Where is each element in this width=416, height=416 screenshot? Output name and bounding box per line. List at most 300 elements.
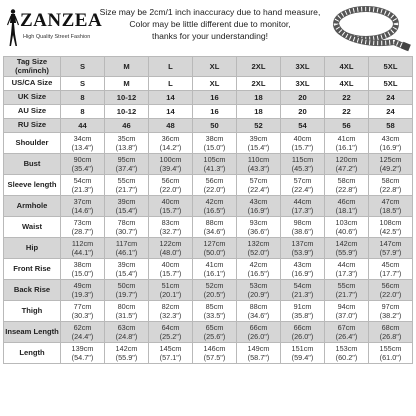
size-cell: 5XL [369,77,413,91]
measurement-cell [193,343,237,364]
measurement-cell [149,343,193,364]
row-label: Hip [4,238,61,259]
cm-value: 88cm [249,302,268,311]
size-cell: 24 [369,105,413,119]
measurement-cell [149,175,193,196]
size-cell: 3XL [281,57,325,77]
measurement-row [4,217,413,238]
measurement-cell [149,280,193,301]
cm-value: 149cm [247,344,270,353]
measurement-cell [105,175,149,196]
row-label: Sleeve length [4,175,61,196]
measurement-cell [193,238,237,259]
cm-value: 115cm [291,155,314,164]
inch-value: (22.8") [379,185,402,194]
cm-value: 55cm [117,176,136,185]
cm-value: 88cm [205,218,224,227]
cm-value: 85cm [205,302,224,311]
cm-value: 83cm [161,218,180,227]
measurement-cell [325,175,369,196]
cm-value: 62cm [73,323,92,332]
row-label: AU Size [4,105,61,119]
cm-value: 58cm [381,176,400,185]
inch-value: (42.5") [379,227,402,236]
inch-value: (16.1") [335,143,358,152]
notice-line: Size may be 2cm/1 inch inaccuracy due to hand measure, [99,7,321,17]
inch-value: (34.6") [203,227,226,236]
cm-value: 41cm [205,260,224,269]
inch-value: (40.6") [335,227,358,236]
cm-value: 142cm [335,239,358,248]
cm-value: 45cm [381,260,400,269]
inch-value: (19.7") [115,290,138,299]
measurement-cell [369,154,413,175]
inch-value: (45.3") [291,164,314,173]
size-notice [98,6,322,42]
cm-value: 90cm [73,155,92,164]
cm-value: 42cm [249,260,268,269]
measurement-cell [149,217,193,238]
inch-value: (26.0") [291,332,314,341]
measurement-cell [325,238,369,259]
measurement-cell [193,196,237,217]
measurement-cell [325,154,369,175]
inch-value: (22.0") [379,290,402,299]
inch-value: (16.5") [247,269,270,278]
measurement-cell [325,196,369,217]
inch-value: (43.3") [247,164,270,173]
cm-value: 95cm [117,155,136,164]
cm-value: 142cm [115,344,138,353]
cm-value: 35cm [117,134,136,143]
inch-value: (17.3") [335,269,358,278]
inch-value: (55.9") [335,248,358,257]
size-row [4,119,413,133]
inch-value: (22.8") [335,185,358,194]
cm-value: 64cm [161,323,180,332]
cm-value: 80cm [117,302,136,311]
measurement-cell [61,343,105,364]
notice-line: thanks for your understanding! [151,31,269,41]
brand-logo [6,6,102,50]
measurement-cell [149,196,193,217]
inch-value: (20.1") [159,290,182,299]
measurement-cell [369,175,413,196]
cm-value: 39cm [117,260,136,269]
size-row [4,77,413,91]
measurement-cell [325,343,369,364]
cm-value: 41cm [337,134,356,143]
inch-value: (21.7") [335,290,358,299]
inch-value: (15.0") [71,269,94,278]
inch-value: (30.7") [115,227,138,236]
cm-value: 51cm [161,281,180,290]
inch-value: (19.3") [71,290,94,299]
cm-value: 66cm [293,323,312,332]
measurement-cell [369,217,413,238]
size-cell: 22 [325,105,369,119]
measurement-cell [193,217,237,238]
cm-value: 56cm [381,281,400,290]
size-cell: 8 [61,91,105,105]
measuring-tape-icon [326,2,412,52]
cm-value: 66cm [249,323,268,332]
inch-value: (49.2") [379,164,402,173]
cm-value: 52cm [205,281,224,290]
measurement-cell [105,322,149,343]
inch-value: (16.9") [379,143,402,152]
cm-value: 117cm [115,239,138,248]
measurement-cell [105,154,149,175]
cm-value: 58cm [337,176,356,185]
size-cell: 52 [237,119,281,133]
cm-value: 36cm [161,134,180,143]
measurement-cell [369,259,413,280]
cm-value: 137cm [291,239,314,248]
measurement-cell [61,301,105,322]
cm-value: 82cm [161,302,180,311]
measurement-row [4,259,413,280]
cm-value: 46cm [337,197,356,206]
measurement-cell [325,259,369,280]
notice-line: Color may be little different due to monitor, [129,19,291,29]
size-cell: 18 [237,105,281,119]
measurement-cell [281,196,325,217]
inch-value: (30.3") [71,311,94,320]
size-cell: 58 [369,119,413,133]
inch-value: (39.4") [159,164,182,173]
cm-value: 65cm [205,323,224,332]
measurement-cell [237,238,281,259]
size-cell: 2XL [237,77,281,91]
measurement-row [4,196,413,217]
measurement-cell [237,175,281,196]
cm-value: 103cm [335,218,358,227]
inch-value: (31.5") [115,311,138,320]
cm-value: 67cm [337,323,356,332]
measurement-cell [237,301,281,322]
measurement-cell [281,301,325,322]
cm-value: 44cm [337,260,356,269]
inch-value: (28.7") [71,227,94,236]
inch-value: (59.4") [291,353,314,362]
row-label: UK Size [4,91,61,105]
header [0,0,416,54]
inch-value: (15.7") [159,206,182,215]
inch-value: (17.3") [291,206,314,215]
measurement-cell [325,133,369,154]
inch-value: (25.6") [203,332,226,341]
row-label: Waist [4,217,61,238]
size-cell: 4XL [325,57,369,77]
measurement-cell [61,217,105,238]
inch-value: (47.2") [335,164,358,173]
measurement-cell [281,238,325,259]
size-cell: 4XL [325,77,369,91]
inch-value: (15.4") [115,206,138,215]
cm-value: 44cm [293,197,312,206]
cm-value: 40cm [161,260,180,269]
measurement-cell [237,343,281,364]
inch-value: (14.6") [71,206,94,215]
cm-value: 55cm [337,281,356,290]
inch-value: (57.1") [159,353,182,362]
measurement-row [4,343,413,364]
inch-value: (16.9") [291,269,314,278]
row-label: Bust [4,154,61,175]
cm-value: 49cm [73,281,92,290]
measurement-cell [193,259,237,280]
inch-value: (18.5") [379,206,402,215]
size-cell: 24 [369,91,413,105]
cm-value: 34cm [73,134,92,143]
inch-value: (61.0") [379,353,402,362]
measurement-cell [369,280,413,301]
measurement-cell [105,343,149,364]
cm-value: 57cm [249,176,268,185]
cm-value: 127cm [203,239,226,248]
measurement-row [4,301,413,322]
measurement-cell [105,259,149,280]
measurement-cell [61,238,105,259]
inch-value: (35.8") [291,311,314,320]
cm-value: 43cm [381,134,400,143]
size-cell: 8 [61,105,105,119]
cm-value: 108cm [379,218,402,227]
measurement-cell [193,280,237,301]
cm-value: 105cm [203,155,226,164]
measurement-cell [61,322,105,343]
inch-value: (20.5") [203,290,226,299]
inch-value: (24.8") [115,332,138,341]
measurement-cell [369,301,413,322]
measurement-row [4,322,413,343]
cm-value: 39cm [249,134,268,143]
inch-value: (32.7") [159,227,182,236]
size-cell: 3XL [281,77,325,91]
cm-value: 91cm [293,302,312,311]
size-cell: 48 [149,119,193,133]
measurement-cell [281,133,325,154]
inch-value: (13.4") [71,143,94,152]
measurement-cell [281,343,325,364]
inch-value: (22.4") [247,185,270,194]
inch-value: (22.4") [291,185,314,194]
brand-tagline: High Quality Street Fashion [23,34,91,40]
cm-value: 125cm [379,155,402,164]
cm-value: 43cm [293,260,312,269]
cm-value: 77cm [73,302,92,311]
inch-value: (46.1") [115,248,138,257]
inch-value: (22.0") [203,185,226,194]
measurement-cell [149,301,193,322]
inch-value: (22.0") [159,185,182,194]
size-cell: L [149,77,193,91]
measurement-cell [193,154,237,175]
inch-value: (41.3") [203,164,226,173]
measurement-cell [281,259,325,280]
size-cell: 20 [281,105,325,119]
cm-value: 93cm [249,218,268,227]
measurement-cell [105,217,149,238]
measurement-cell [237,259,281,280]
cm-value: 53cm [249,281,268,290]
row-label: Thigh [4,301,61,322]
cm-value: 47cm [381,197,400,206]
inch-value: (17.7") [379,269,402,278]
row-label: Back Rise [4,280,61,301]
size-cell: M [105,77,149,91]
inch-value: (34.6") [247,311,270,320]
cm-value: 43cm [249,197,268,206]
measurement-row [4,154,413,175]
measurement-cell [281,217,325,238]
measurement-cell [149,238,193,259]
size-cell: 14 [149,91,193,105]
measurement-cell [281,322,325,343]
inch-value: (38.6") [291,227,314,236]
cm-value: 147cm [379,239,402,248]
cm-value: 39cm [117,197,136,206]
cm-value: 112cm [71,239,94,248]
inch-value: (16.9") [247,206,270,215]
row-label: Length [4,343,61,364]
size-cell: 16 [193,91,237,105]
measurement-cell [369,322,413,343]
inch-value: (55.9") [115,353,138,362]
inch-value: (38.2") [379,311,402,320]
size-row [4,91,413,105]
row-label: Shoulder [4,133,61,154]
inch-value: (35.4") [71,164,94,173]
row-label: US/CA Size [4,77,61,91]
cm-value: 120cm [335,155,358,164]
measurement-row [4,280,413,301]
cm-value: 110cm [247,155,270,164]
cm-value: 40cm [161,197,180,206]
cm-value: 68cm [381,323,400,332]
cm-value: 40cm [293,134,312,143]
measurement-cell [281,280,325,301]
measurement-cell [105,238,149,259]
size-row [4,57,413,77]
inch-value: (16.1") [203,269,226,278]
size-cell: S [61,77,105,91]
size-cell: 44 [61,119,105,133]
inch-value: (25.2") [159,332,182,341]
measurement-cell [105,280,149,301]
cm-value: 98cm [293,218,312,227]
size-cell: 5XL [369,57,413,77]
measurement-cell [61,175,105,196]
cm-value: 145cm [159,344,182,353]
measurement-cell [237,280,281,301]
measurement-cell [237,133,281,154]
size-cell: 16 [193,105,237,119]
cm-value: 146cm [203,344,226,353]
inch-value: (21.3") [71,185,94,194]
cm-value: 97cm [381,302,400,311]
measurement-cell [61,259,105,280]
inch-value: (26.4") [335,332,358,341]
cm-value: 132cm [247,239,270,248]
measurement-cell [325,322,369,343]
measurement-row [4,238,413,259]
measurement-cell [369,133,413,154]
cm-value: 139cm [71,344,94,353]
inch-value: (52.0") [247,248,270,257]
size-cell: S [61,57,105,77]
inch-value: (50.0") [203,248,226,257]
measurement-cell [149,154,193,175]
inch-value: (13.8") [115,143,138,152]
inch-value: (14.2") [159,143,182,152]
row-label: Inseam Length [4,322,61,343]
measurement-cell [369,196,413,217]
measurement-row [4,175,413,196]
inch-value: (54.7") [71,353,94,362]
cm-value: 54cm [73,176,92,185]
inch-value: (21.7") [115,185,138,194]
row-label: RU Size [4,119,61,133]
size-cell: 2XL [237,57,281,77]
measurement-cell [237,154,281,175]
size-cell: 18 [237,91,281,105]
cm-value: 78cm [117,218,136,227]
cm-value: 50cm [117,281,136,290]
measurement-row [4,133,413,154]
measurement-cell [325,301,369,322]
inch-value: (58.7") [247,353,270,362]
cm-value: 94cm [337,302,356,311]
measurement-cell [369,343,413,364]
cm-value: 63cm [117,323,136,332]
size-cell: 10-12 [105,105,149,119]
cm-value: 100cm [159,155,182,164]
row-label: Tag Size (cm/inch) [4,57,61,77]
size-cell: 10-12 [105,91,149,105]
inch-value: (26.8") [379,332,402,341]
inch-value: (32.3") [159,311,182,320]
measurement-cell [237,322,281,343]
measurement-cell [61,133,105,154]
size-cell: XL [193,77,237,91]
inch-value: (15.4") [115,269,138,278]
measurement-cell [281,154,325,175]
cm-value: 37cm [73,197,92,206]
cm-value: 54cm [293,281,312,290]
size-cell: 54 [281,119,325,133]
inch-value: (37.4") [115,164,138,173]
size-cell: L [149,57,193,77]
inch-value: (15.4") [247,143,270,152]
cm-value: 38cm [73,260,92,269]
brand-name: ZANZEA [20,10,103,31]
measurement-cell [193,322,237,343]
measurement-cell [281,175,325,196]
size-cell: XL [193,57,237,77]
size-cell: 56 [325,119,369,133]
measurement-cell [105,196,149,217]
measurement-cell [61,154,105,175]
inch-value: (16.5") [203,206,226,215]
inch-value: (18.1") [335,206,358,215]
inch-value: (48.0") [159,248,182,257]
inch-value: (37.0") [335,311,358,320]
size-cell: M [105,57,149,77]
cm-value: 153cm [335,344,358,353]
cm-value: 56cm [161,176,180,185]
